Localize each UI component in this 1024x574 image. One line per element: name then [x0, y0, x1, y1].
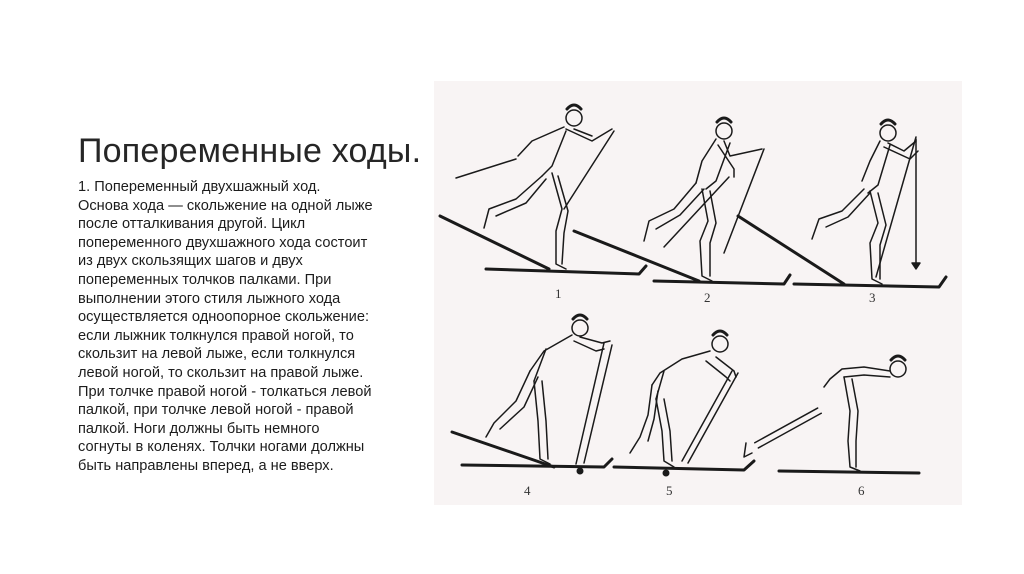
phase-label-5: 5: [666, 483, 673, 498]
body-line: из двух скользящих шагов и двух: [78, 253, 303, 270]
phase-label-4: 4: [524, 483, 531, 498]
body-line: попеременных толчков палками. При: [78, 271, 332, 288]
slide-body-text: [78, 178, 408, 476]
body-line: 1. Попеременный двухшажный ход.: [78, 179, 321, 195]
skier-phase-6: [744, 356, 919, 473]
body-line: осуществляется одноопорное скольжение:: [78, 309, 369, 326]
phase-label-1: 1: [555, 286, 562, 301]
skiing-phases-illustration: [434, 81, 962, 505]
skier-phase-4: [452, 315, 612, 474]
skier-drawings: [434, 81, 962, 505]
phase-label-2: 2: [704, 290, 711, 305]
skier-phase-3: [738, 120, 946, 287]
body-line: если лыжник толкнулся правой ногой, то: [78, 327, 354, 344]
body-line: палкой. Ноги должны быть немного: [78, 420, 320, 437]
body-line: выполнении этого стиля лыжного хода: [78, 290, 341, 307]
body-line: быть направлены вперед, а не вверх.: [78, 457, 334, 474]
phase-label-3: 3: [869, 290, 876, 305]
slide-title: Попеременные ходы.: [78, 132, 422, 170]
skier-phase-5: [614, 331, 754, 476]
body-line: Основа хода — скольжение на одной лыже: [78, 197, 373, 214]
body-line: При толчке правой ногой - толкаться левой: [78, 383, 372, 400]
body-line: согнуты в коленях. Толчки ногами должны: [78, 439, 365, 456]
body-line: скользит на левой лыже, если толкнулся: [78, 346, 356, 363]
phase-label-6: 6: [858, 483, 865, 498]
body-line: левой ногой, то скользит на правой лыже.: [78, 364, 364, 381]
body-line: попеременного двухшажного хода состоит: [78, 234, 368, 251]
body-line: палкой, при толчке левой ногой - правой: [78, 402, 354, 419]
body-line: после отталкивания другой. Цикл: [78, 216, 306, 233]
